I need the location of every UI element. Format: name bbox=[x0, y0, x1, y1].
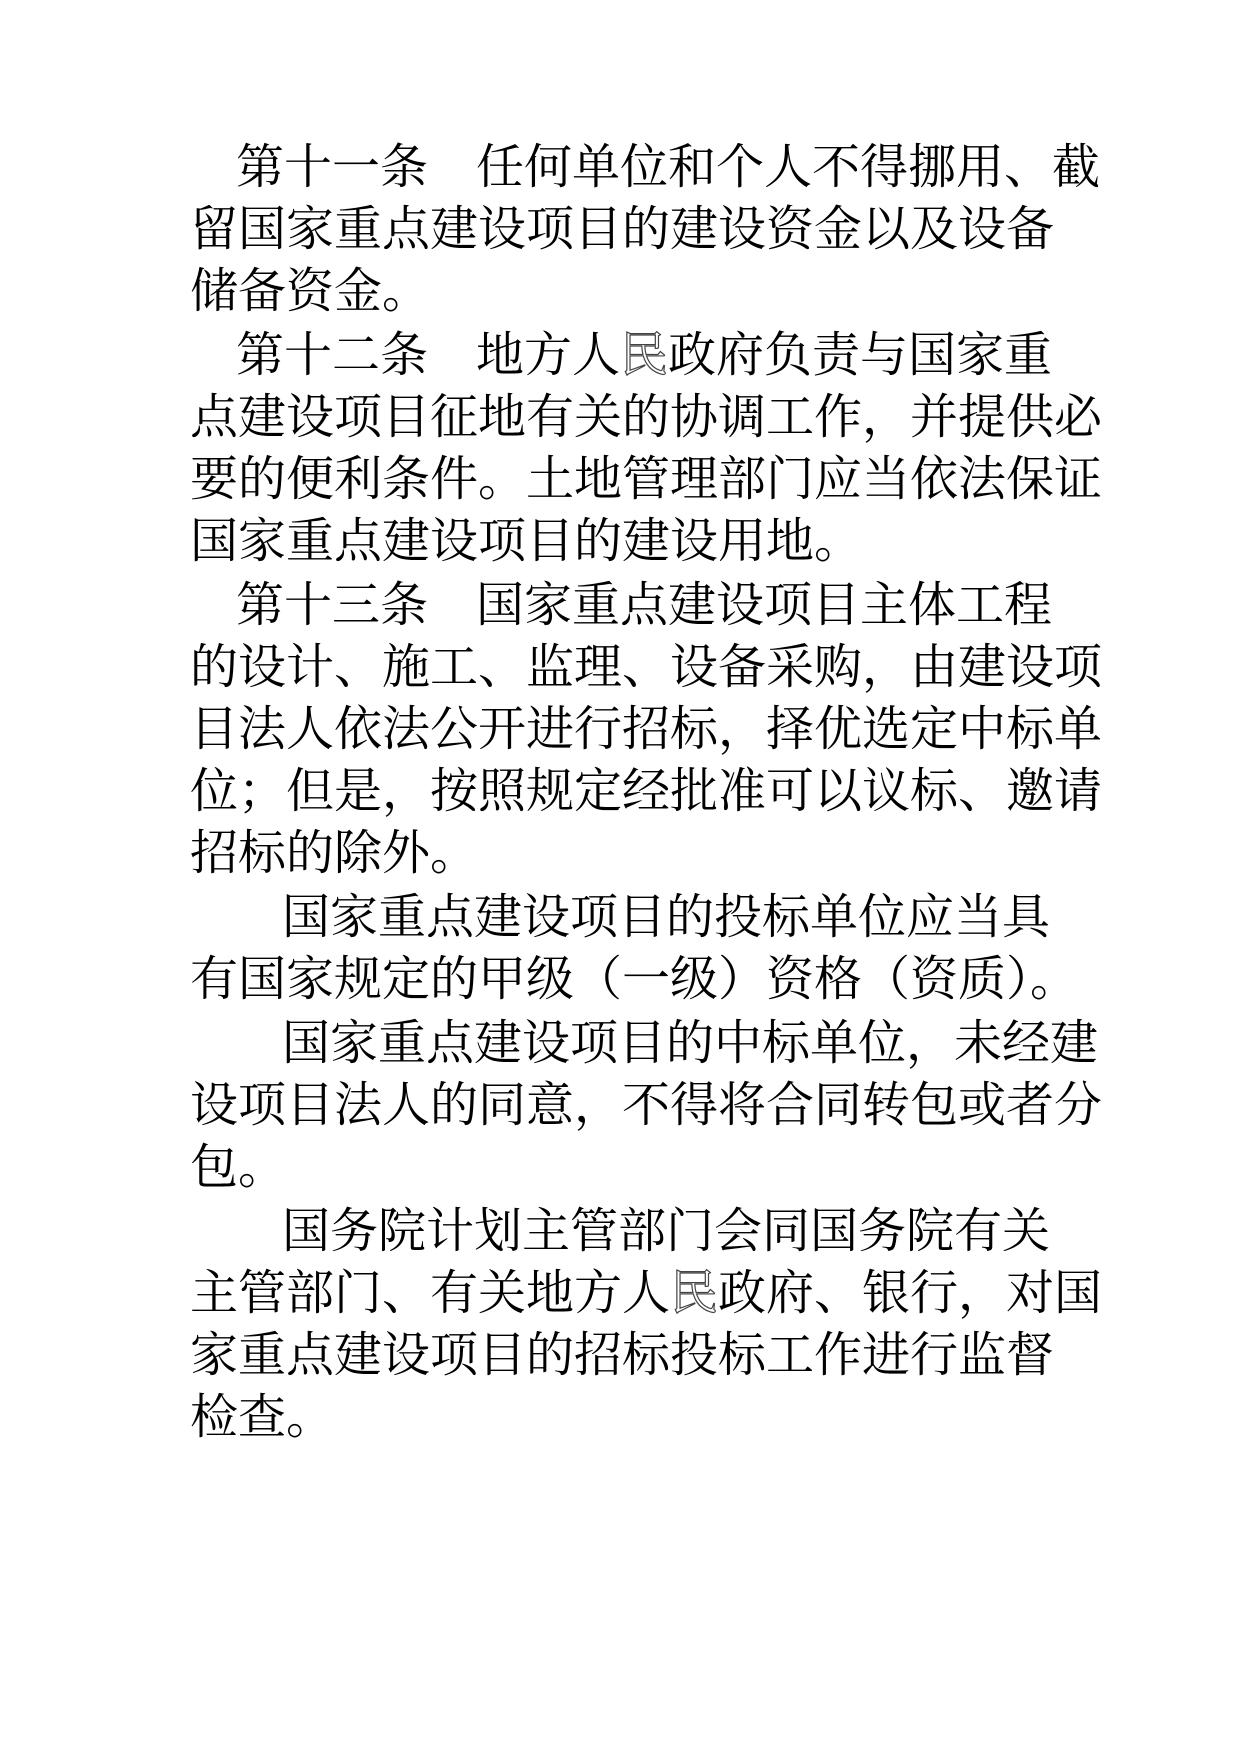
paragraph-4-line-2 bbox=[190, 1260, 1102, 1326]
article-12-line-1-part-b: 政府负责与国家重 bbox=[668, 327, 1053, 383]
paragraph-4-line-4: 检查。 bbox=[190, 1389, 335, 1445]
article-13-line-3: 目法人依法公开进行招标，择优选定中标单 bbox=[190, 701, 1103, 757]
paragraph-2-line-2: 有国家规定的甲级（一级）资格（资质）。 bbox=[190, 951, 1079, 1007]
article-12-line-3: 要的便利条件。土地管理部门应当依法保证 bbox=[190, 451, 1103, 507]
article-11-line-2: 留国家重点建设项目的建设资金以及设备 bbox=[190, 201, 1055, 257]
article-13-line-2: 的设计、施工、监理、设备采购，由建设项 bbox=[190, 639, 1103, 695]
paragraph-3-line-2: 设项目法人的同意，不得将合同转包或者分 bbox=[190, 1077, 1103, 1133]
paragraph-4-line-2-part-a: 主管部门、有关地方人 bbox=[190, 1265, 671, 1321]
article-13-line-5: 招标的除外。 bbox=[190, 825, 479, 881]
paragraph-4-line-3: 家重点建设项目的招标投标工作进行监督 bbox=[190, 1327, 1055, 1383]
paragraph-2-line-1: 国家重点建设项目的投标单位应当具 bbox=[282, 889, 1051, 945]
article-11-line-1: 第十一条 任何单位和个人不得挪用、截 bbox=[236, 139, 1101, 195]
article-13-line-1: 第十三条 国家重点建设项目主体工程 bbox=[236, 577, 1053, 633]
paragraph-3-line-1: 国家重点建设项目的中标单位，未经建 bbox=[282, 1015, 1099, 1071]
article-12-line-1-part-a: 第十二条 地方人 bbox=[236, 327, 621, 383]
article-12-line-2: 点建设项目征地有关的协调工作，并提供必 bbox=[190, 389, 1103, 445]
article-11-line-3: 储备资金。 bbox=[190, 263, 431, 319]
article-12-line-4: 国家重点建设项目的建设用地。 bbox=[190, 513, 863, 569]
paragraph-4-line-2-part-b: 政府、银行，对国 bbox=[718, 1265, 1103, 1321]
article-13-line-4: 位；但是，按照规定经批准可以议标、邀请 bbox=[190, 763, 1103, 819]
paragraph-3-line-3: 包。 bbox=[190, 1139, 287, 1195]
paragraph-4-line-1: 国务院计划主管部门会同国务院有关 bbox=[282, 1203, 1051, 1259]
hollow-character: 民 bbox=[670, 1265, 719, 1321]
article-12-line-1 bbox=[236, 322, 1052, 388]
hollow-character: 民 bbox=[620, 327, 669, 383]
